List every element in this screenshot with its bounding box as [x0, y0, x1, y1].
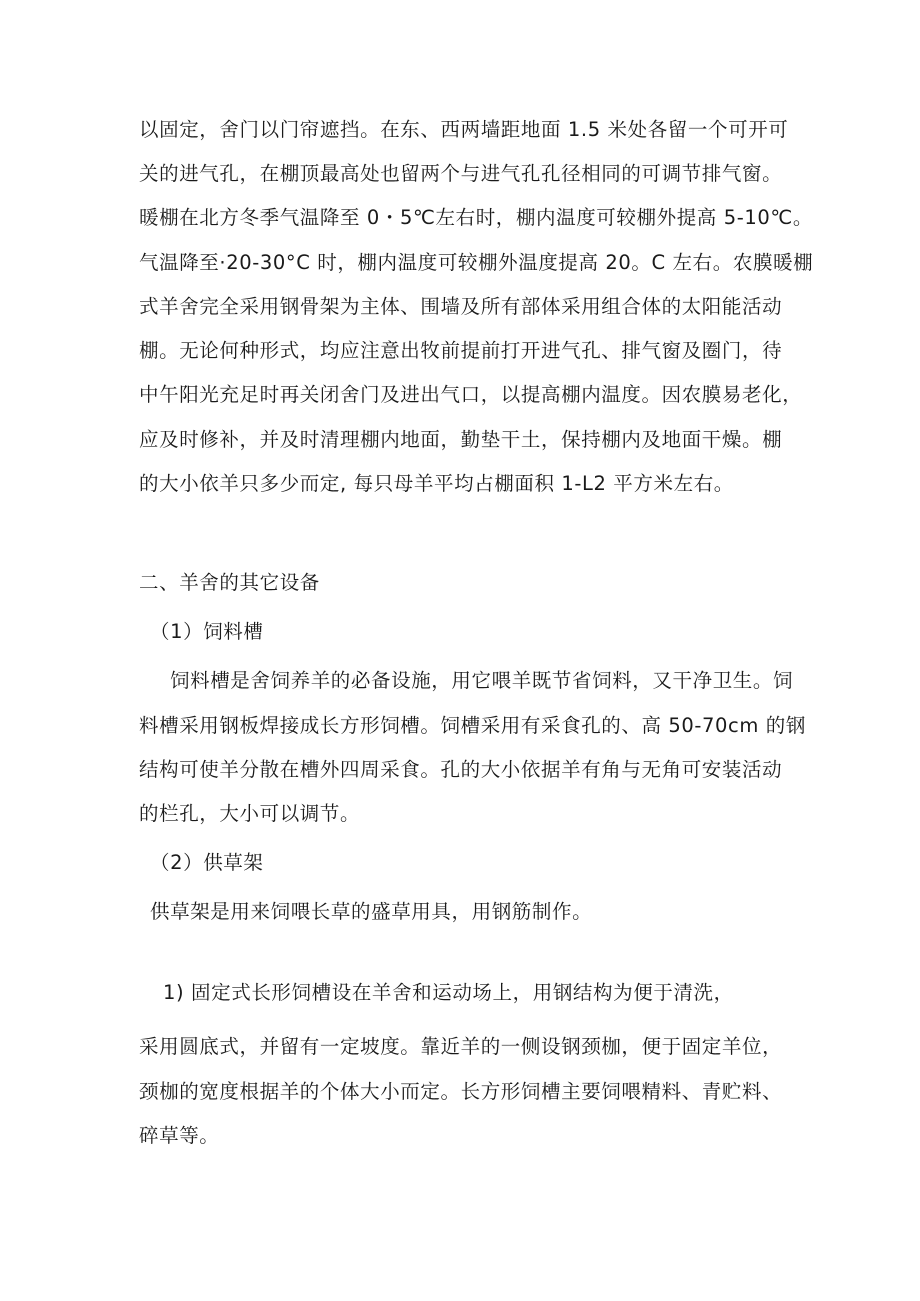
paragraph-line: 结构可使羊分散在槽外四周采食。孔的大小依据羊有角与无角可安装活动: [139, 758, 783, 781]
item-heading-feed-trough: （1）饲料槽: [150, 620, 264, 643]
paragraph-line: 料槽采用钢板焊接成长方形饲槽。饲槽采用有采食孔的、高 50-70cm 的钢: [139, 714, 806, 737]
section-heading: 二、羊舍的其它设备: [139, 571, 320, 594]
paragraph-line: 以固定，舍门以门帘遮挡。在东、西两墙距地面 1.5 米处各留一个可开可: [139, 118, 789, 141]
paragraph-line: 棚。无论何种形式，均应注意出牧前提前打开进气孔、排气窗及圈门，待: [139, 339, 783, 362]
paragraph-line: 供草架是用来饲喂长草的盛草用具，用钢筋制作。: [150, 900, 593, 923]
paragraph-line: 应及时修补，并及时清理棚内地面，勤垫干土，保持棚内及地面干燥。棚: [139, 428, 783, 451]
paragraph-line: 式羊舍完全采用钢骨架为主体、围墙及所有部体采用组合体的太阳能活动: [139, 295, 783, 318]
paragraph-line: 饲料槽是舍饲养羊的必备设施，用它喂羊既节省饲料，又干净卫生。饲: [170, 669, 794, 692]
paragraph-line: 1) 固定式长形饲槽设在羊舍和运动场上，用钢结构为便于清洗，: [163, 981, 734, 1004]
paragraph-line: 颈枷的宽度根据羊的个体大小而定。长方形饲槽主要饲喂精料、青贮料、: [139, 1080, 783, 1103]
paragraph-line: 碎草等。: [139, 1124, 220, 1147]
paragraph-line: 的大小依羊只多少而定, 每只母羊平均占棚面积 1-L2 平方米左右。: [139, 472, 734, 495]
paragraph-line: 暖棚在北方冬季气温降至 0・5℃左右时，棚内温度可较棚外提高 5-10℃。: [139, 206, 813, 229]
paragraph-line: 关的进气孔，在棚顶最高处也留两个与进气孔孔径相同的可调节排气窗。: [139, 162, 783, 185]
paragraph-line: 的栏孔，大小可以调节。: [139, 802, 361, 825]
paragraph-line: 采用圆底式，并留有一定坡度。靠近羊的一侧设钢颈枷，便于固定羊位，: [139, 1035, 783, 1058]
paragraph-line: 中午阳光充足时再关闭舍门及进出气口，以提高棚内温度。因农膜易老化，: [139, 383, 803, 406]
item-heading-hay-rack: （2）供草架: [150, 851, 264, 874]
paragraph-line: 气温降至·20-30°C 时，棚内温度可较棚外温度提高 20。C 左右。农膜暖棚: [139, 251, 814, 274]
